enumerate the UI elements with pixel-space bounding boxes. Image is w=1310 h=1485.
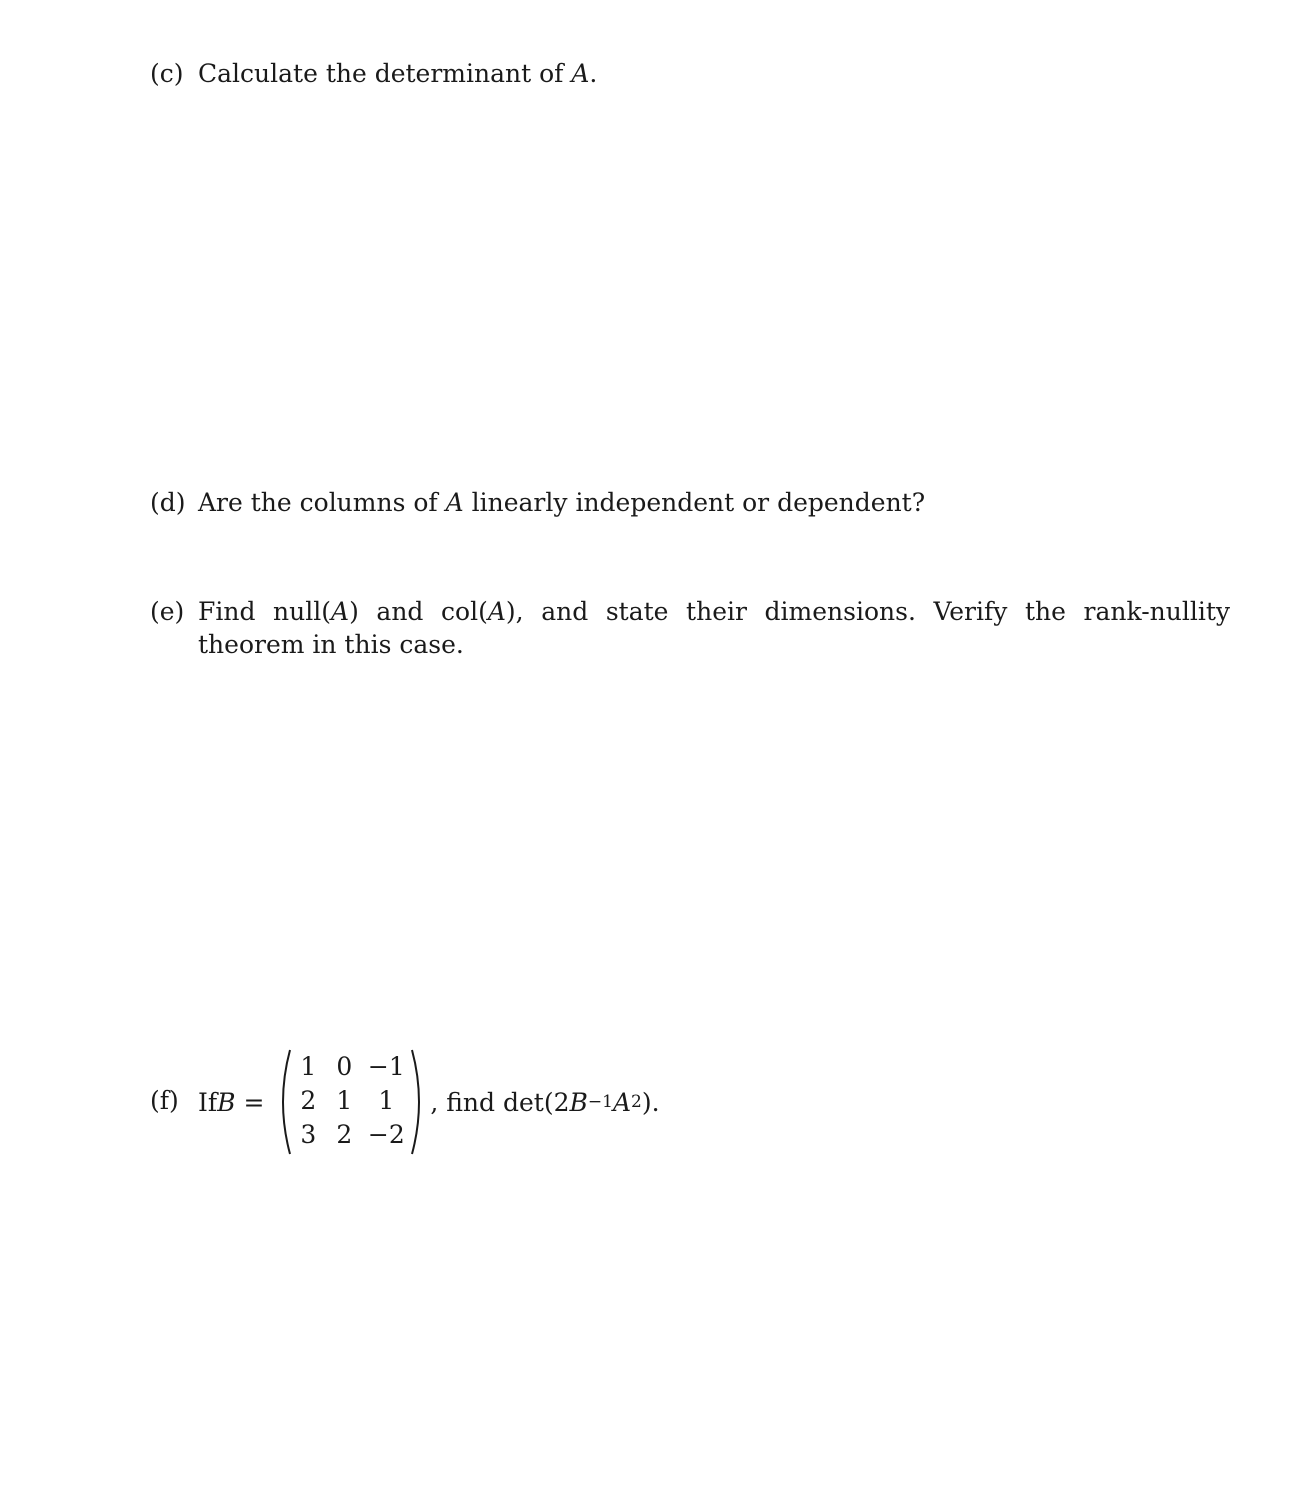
problem-c <box>150 57 1230 90</box>
problem-c-label: (c) <box>150 59 184 88</box>
matrix-a-symbol: A <box>445 488 464 517</box>
matrix-cell: −2 <box>367 1120 405 1149</box>
matrix-cell: 0 <box>336 1052 353 1081</box>
matrix-a-symbol: A <box>487 597 506 626</box>
matrix-a-symbol: A <box>571 59 590 88</box>
matrix-b-symbol: B <box>217 1087 236 1117</box>
problem-e-label: (e) <box>150 597 185 626</box>
matrix-cell: 2 <box>300 1086 317 1115</box>
matrix-a-symbol: A <box>331 597 350 626</box>
problem-f <box>150 1046 1230 1158</box>
matrix-cell: 2 <box>336 1120 353 1149</box>
problem-f-label: (f) <box>150 1086 179 1115</box>
matrix-a-symbol: A <box>612 1087 631 1117</box>
matrix-cell: 1 <box>336 1086 353 1115</box>
problem-f-text: If B = 1 0 −1 2 1 1 3 2 −2 , find det(2 B −1 A 2 ). <box>198 1046 660 1158</box>
matrix-b-symbol: B <box>569 1087 588 1117</box>
matrix-cell: 1 <box>378 1086 395 1115</box>
problem-d <box>150 486 1230 519</box>
problem-e-text: Find null(A) and col(A), and state their dimensions. Verify the rank-nullity theorem in this case. <box>198 597 1230 659</box>
problem-d-text: Are the columns of A linearly independent or dependent? <box>198 488 926 517</box>
matrix-cell: −1 <box>367 1052 405 1081</box>
inverse-exponent: −1 <box>587 1091 613 1112</box>
problem-d-label: (d) <box>150 488 186 517</box>
problem-e <box>150 595 1230 661</box>
square-exponent: 2 <box>631 1091 642 1112</box>
matrix-b <box>276 1046 426 1158</box>
matrix-cell: 3 <box>300 1120 317 1149</box>
matrix-cell: 1 <box>300 1052 317 1081</box>
problem-c-text: Calculate the determinant of A. <box>198 59 598 88</box>
matrix-b-entries <box>290 1050 410 1152</box>
